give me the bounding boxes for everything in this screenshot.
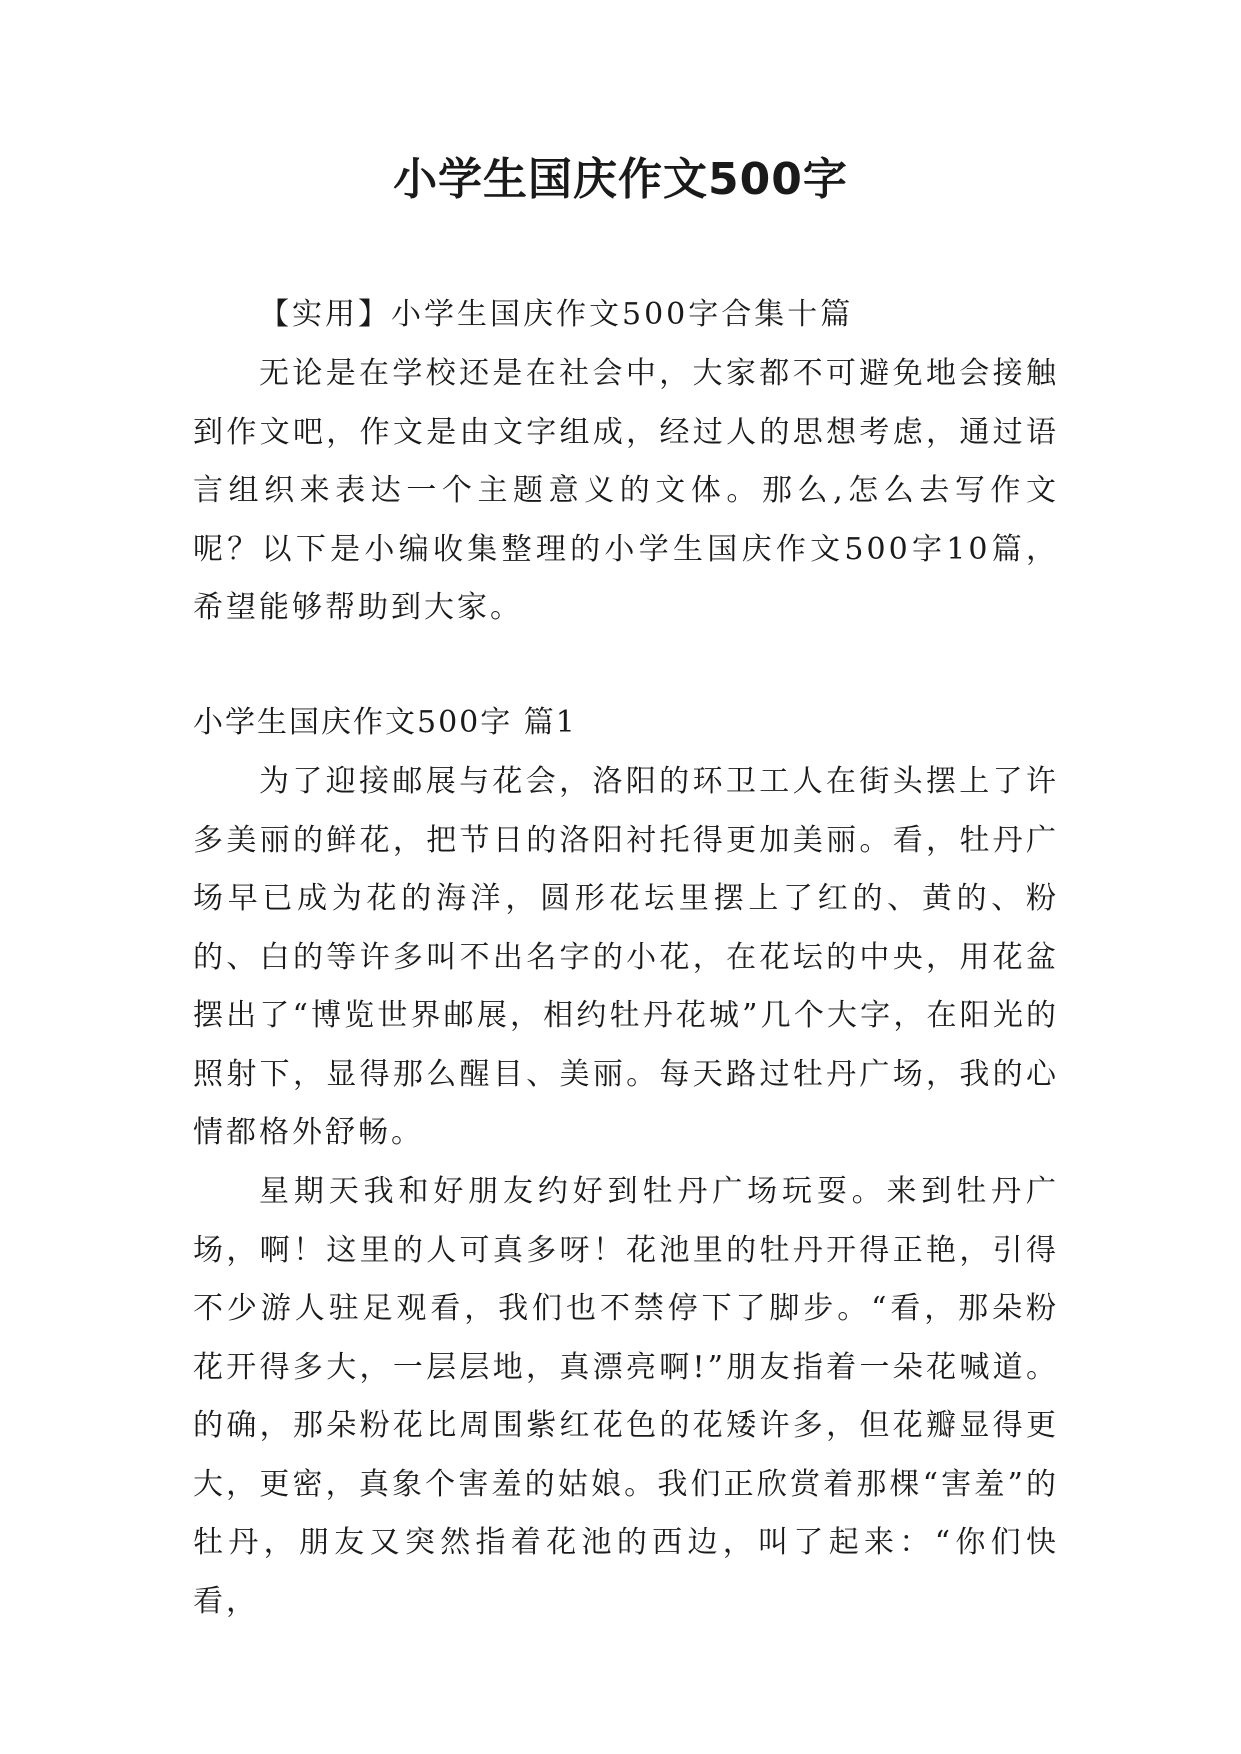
body-paragraph: 为了迎接邮展与花会，洛阳的环卫工人在街头摆上了许多美丽的鲜花，把节日的洛阳衬托得更加美丽。看，牡丹广场早已成为花的海洋，圆形花坛里摆上了红的、黄的、粉的、白的等许多叫不出名字的小花，在花坛的中央，用花盆摆出了“博览世界邮展，相约牡丹花城”几个大字，在阳光的照射下，显得那么醒目、美丽。每天路过牡丹广场，我的心情都格外舒畅。 [193,764,1059,1150]
intro-paragraph: 无论是在学校还是在社会中，大家都不可避免地会接触到作文吧，作文是由文字组成，经过人的思想考虑，通过语言组织来表达一个主题意义的文体。那么,怎么去写作文呢？以下是小编收集整理的小学生国庆作文500字10篇，希望能够帮助到大家。 [193,356,1059,625]
section-heading: 小学生国庆作文500字 篇1 [193,705,577,740]
body-paragraph: 星期天我和好朋友约好到牡丹广场玩耍。来到牡丹广场，啊！这里的人可真多呀！花池里的牡丹开得正艳，引得不少游人驻足观看，我们也不禁停下了脚步。“看，那朵粉花开得多大，一层层地，真漂亮啊!”朋友指着一朵花喊道。的确，那朵粉花比周围紫红花色的花矮许多，但花瓣显得更大，更密，真象个害羞的姑娘。我们正欣赏着那棵“害羞”的牡丹，朋友又突然指着花池的西边，叫了起来：“你们快看， [193,1174,1059,1619]
document-subtitle: 【实用】小学生国庆作文500字合集十篇 [259,297,854,332]
document-title: 小学生国庆作文500字 [393,154,848,205]
